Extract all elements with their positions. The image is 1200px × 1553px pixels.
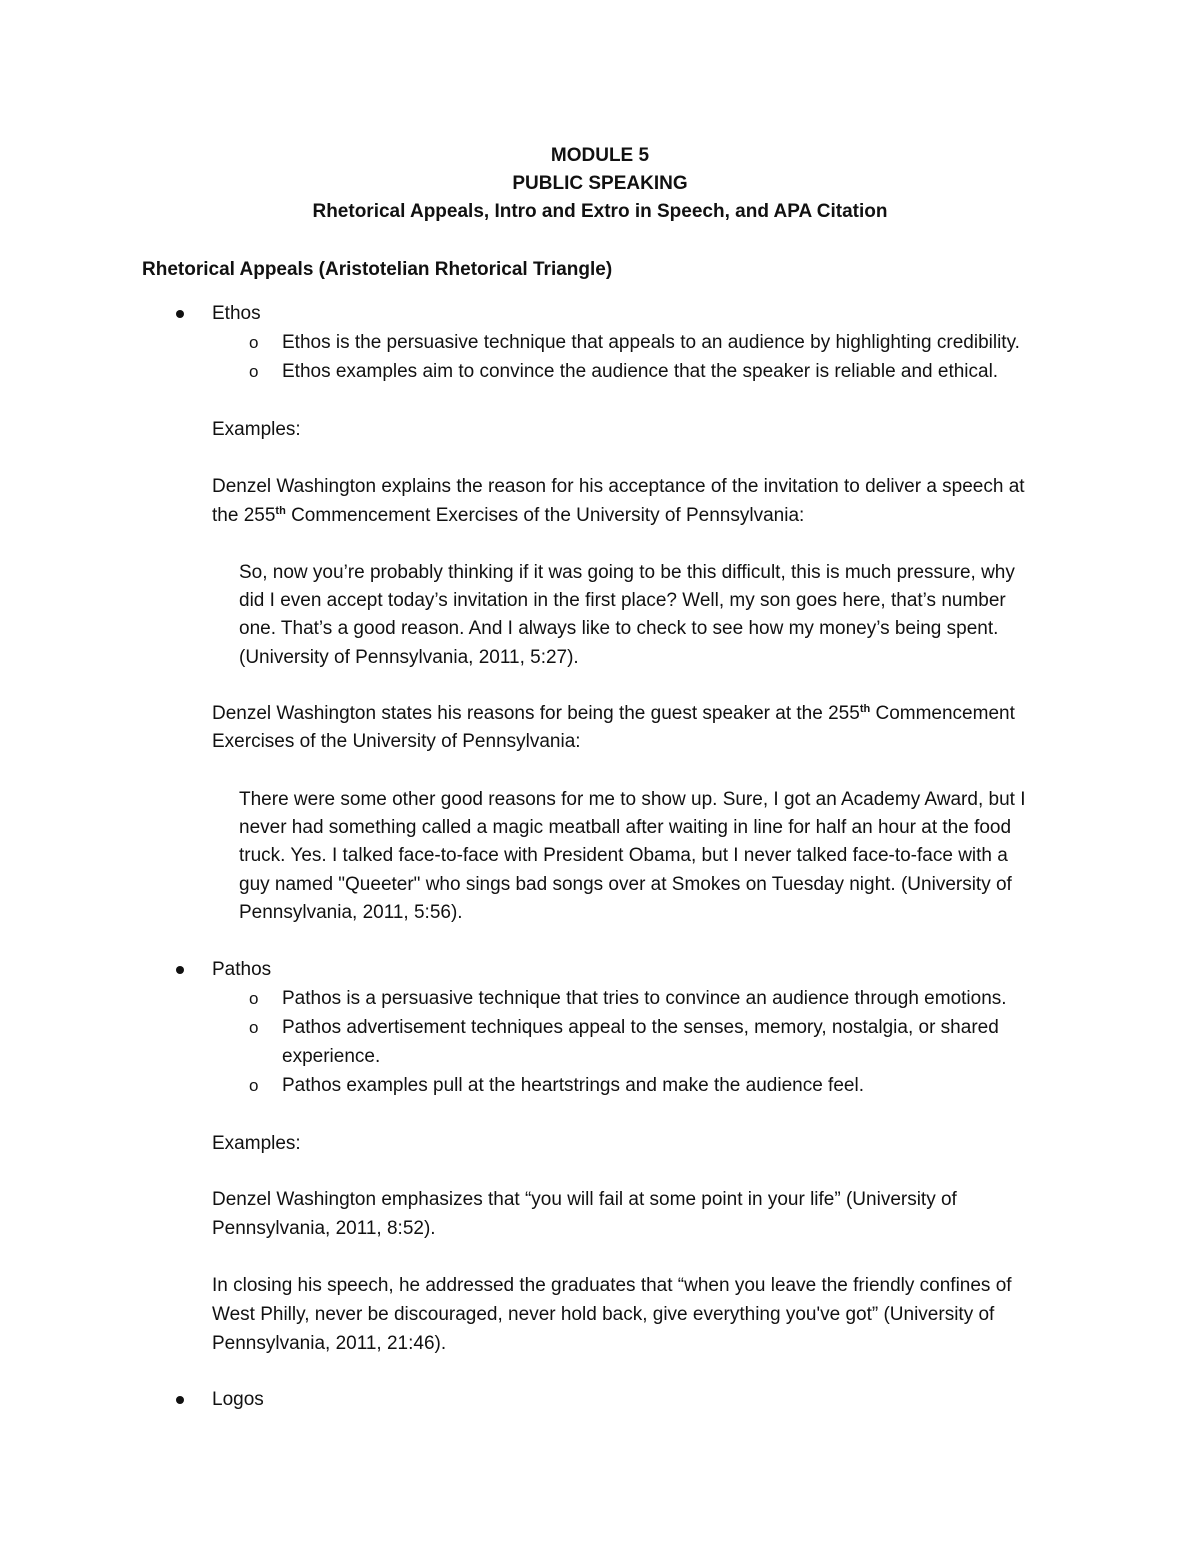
sub-bullet-icon: o bbox=[249, 1018, 259, 1037]
quote-line: guy named "Queeter" who sings bad songs over at Smokes on Tuesday night. (University of bbox=[239, 874, 1012, 895]
bullet-icon bbox=[176, 1396, 184, 1404]
pathos-example1-line: Pennsylvania, 2011, 8:52). bbox=[212, 1218, 436, 1239]
topic-title: Rhetorical Appeals, Intro and Extro in Speech, and APA Citation bbox=[312, 201, 888, 222]
pathos-example1-line: Denzel Washington emphasizes that “you will fail at some point in your life” (University of bbox=[212, 1189, 957, 1210]
ethos-example1-intro: Denzel Washington explains the reason for his acceptance of the invitation to deliver a speech at bbox=[212, 476, 1025, 497]
bullet-icon bbox=[176, 966, 184, 974]
section-heading: Rhetorical Appeals (Aristotelian Rhetorical Triangle) bbox=[142, 259, 613, 280]
ethos-examples-label: Examples: bbox=[212, 419, 301, 440]
ethos-example2-intro: Denzel Washington states his reasons for being the guest speaker at the 255th Commencement bbox=[212, 703, 1015, 724]
quote-line: truck. Yes. I talked face-to-face with President Obama, but I never talked face-to-face with a bbox=[239, 845, 1008, 866]
quote-line: So, now you’re probably thinking if it was going to be this difficult, this is much pressure, why bbox=[239, 562, 1015, 583]
quote-line: did I even accept today’s invitation in the first place? Well, my son goes here, that’s number bbox=[239, 590, 1006, 611]
pathos-example2-line: In closing his speech, he addressed the graduates that “when you leave the friendly confines of bbox=[212, 1275, 1012, 1296]
quote-line: never had something called a magic meatball after waiting in line for half an hour at the food bbox=[239, 817, 1012, 838]
sub-bullet-icon: o bbox=[249, 1076, 259, 1095]
pathos-point-continued: experience. bbox=[282, 1046, 381, 1067]
pathos-example2-line: Pennsylvania, 2011, 21:46). bbox=[212, 1333, 447, 1354]
subject-title: PUBLIC SPEAKING bbox=[512, 173, 688, 194]
logos-label: Logos bbox=[212, 1389, 264, 1410]
pathos-point: Pathos is a persuasive technique that tries to convince an audience through emotions. bbox=[282, 988, 1007, 1009]
quote-line: There were some other good reasons for me to show up. Sure, I got an Academy Award, but I bbox=[239, 789, 1026, 810]
sub-bullet-icon: o bbox=[249, 362, 259, 381]
ethos-label: Ethos bbox=[212, 303, 261, 324]
ethos-point: Ethos is the persuasive technique that appeals to an audience by highlighting credibility. bbox=[282, 332, 1020, 353]
module-title: MODULE 5 bbox=[550, 145, 650, 166]
pathos-example2-line: West Philly, never be discouraged, never hold back, give everything you've got” (University of bbox=[212, 1304, 995, 1325]
quote-line: (University of Pennsylvania, 2011, 5:27). bbox=[239, 647, 579, 668]
quote-line: Pennsylvania, 2011, 5:56). bbox=[239, 902, 463, 923]
sub-bullet-icon: o bbox=[249, 333, 259, 352]
quote-line: one. That’s a good reason. And I always like to check to see how my money’s being spent. bbox=[239, 618, 999, 639]
ethos-example2-intro-line2: Exercises of the University of Pennsylvania: bbox=[212, 731, 581, 752]
ethos-example1-intro-line2: the 255th Commencement Exercises of the University of Pennsylvania: bbox=[212, 505, 805, 526]
pathos-examples-label: Examples: bbox=[212, 1133, 301, 1154]
sub-bullet-icon: o bbox=[249, 989, 259, 1008]
pathos-point: Pathos examples pull at the heartstrings and make the audience feel. bbox=[282, 1075, 864, 1096]
bullet-icon bbox=[176, 310, 184, 318]
ethos-point: Ethos examples aim to convince the audience that the speaker is reliable and ethical. bbox=[282, 361, 999, 382]
pathos-point: Pathos advertisement techniques appeal to the senses, memory, nostalgia, or shared bbox=[282, 1017, 999, 1038]
pathos-label: Pathos bbox=[212, 959, 272, 980]
